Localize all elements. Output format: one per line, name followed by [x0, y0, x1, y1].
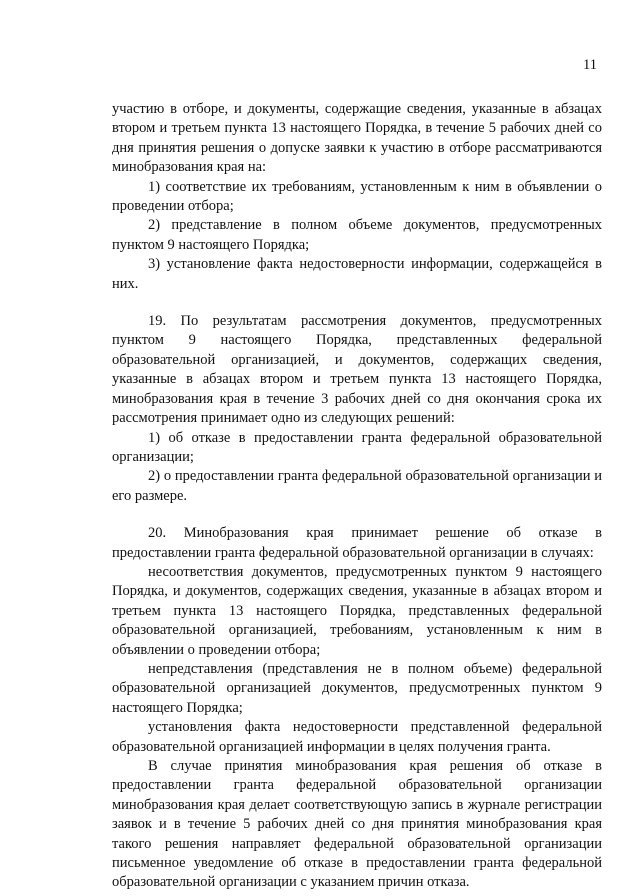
- list-item-grant: 2) о предоставлении гранта федеральной образовательной организации и его размере.: [112, 468, 602, 504]
- paragraph-continuation: участию в отборе, и документы, содержащие сведения, указанные в абзацах втором и третьем пункта 13 настоящего Порядка, в течение 5 рабочих дней со дня принятия решения о допуске заявки к участию в отборе рассматриваются минобразования края на:: [112, 101, 602, 176]
- case-unreliability: установления факта недостоверности представленной федеральной образовательной организацией информации в целях получения гранта.: [112, 719, 602, 755]
- list-item-completeness: 2) представление в полном объеме документов, предусмотренных пунктом 9 настоящего Порядка;: [112, 217, 602, 253]
- list-item-reliability: 3) установление факта недостоверности информации, содержащейся в них.: [112, 256, 602, 292]
- list-item-compliance: 1) соответствие их требованиям, установленным к ним в объявлении о проведении отбора;: [112, 178, 602, 215]
- page-number: 11: [583, 57, 597, 73]
- paragraph-refusal-notice: В случае принятия минобразования края решения об отказе в предоставлении гранта федеральной образовательной организации минобразования края делает соответствующую запись в журнале регистрации заявок и в течение 5 рабочих дней со дня принятия минобразования края такого решения направляет федеральной образовательной организации письменное уведомление об отказе в предоставлении гранта федеральной образовательной организации с указанием причин отказа.: [112, 758, 602, 891]
- paragraph-19: 19. По результатам рассмотрения документов, предусмотренных пунктом 9 настоящего Порядка, представленных федеральной образовательной организацией, и документов, содержащих сведения, указанные в абзацах втором и третьем пункта 13 настоящего Порядка, минобразования края в течение 3 рабочих дней со дня окончания срока их рассмотрения принимает одно из следующих решений:: [112, 313, 602, 427]
- case-noncompliance: несоответствия документов, предусмотренных пунктом 9 настоящего Порядка, и документов, содержащих сведения, указанные в абзацах втором и третьем пункта 13 настоящего Порядка, представленных федеральной образовательной организацией, требованиям, установленным к ним в объявлении о проведении отбора;: [112, 563, 602, 658]
- list-item-refusal: 1) об отказе в предоставлении гранта федеральной образовательной организации;: [112, 429, 602, 465]
- paragraph-20: 20. Минобразования края принимает решение об отказе в предоставлении гранта федеральной образовательной организации в случаях:: [112, 525, 602, 561]
- case-nonsubmission: непредставления (представления не в полном объеме) федеральной образовательной организацией документов, предусмотренных пунктом 9 настоящего Порядка;: [112, 660, 602, 716]
- document-body: [112, 100, 602, 893]
